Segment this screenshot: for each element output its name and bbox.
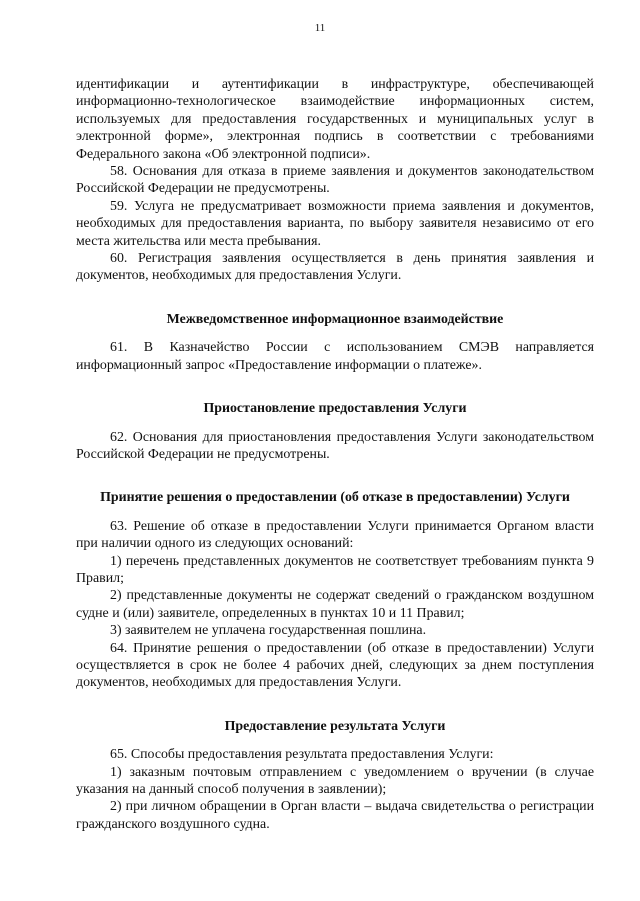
heading-suspension: Приостановление предоставления Услуги [203, 401, 467, 417]
paragraph-continuation: идентификации и аутентификации в инфраструктуре, обеспечивающей информационно-технологическое взаимодействие информационных систем, используемых для предоставления государственных и муниципальных услуг в электронной форме», электронная подпись в соответствии с требованиями Федерального закона «Об электронной подписи». [76, 77, 594, 162]
paragraph-65-item-1: 1) заказным почтовым отправлением с уведомлением о вручении (в случае указания на данный способ получения в заявлении); [76, 764, 594, 797]
paragraph-64: 64. Принятие решения о предоставлении (об отказе в предоставлении) Услуги осуществляется в срок не более 4 рабочих дней, следующих за днем поступления документов, необходимых для предоставления Услуги. [76, 640, 594, 691]
paragraph-63: 63. Решение об отказе в предоставлении Услуги принимается Органом власти при наличии одного из следующих оснований: [76, 518, 594, 552]
paragraph-63-item-1: 1) перечень представленных документов не соответствует требованиям пункта 9 Правил; [76, 553, 594, 586]
paragraph-61: 61. В Казначейство России с использованием СМЭВ направляется информационный запрос «Предоставление информации о платеже». [76, 340, 594, 373]
paragraph-58: 58. Основания для отказа в приеме заявления и документов законодательством Российской Федерации не предусмотрены. [76, 164, 594, 197]
document-body [76, 76, 594, 833]
paragraph-63-item-3: 3) заявителем не уплачена государственная пошлина. [110, 623, 427, 639]
paragraph-60: 60. Регистрация заявления осуществляется в день принятия заявления и документов, необходимых для предоставления Услуги. [76, 251, 594, 284]
paragraph-63-item-2: 2) представленные документы не содержат сведений о гражданском воздушном судне и (или) заявителе, определенных в пунктах 10 и 11 Правил; [76, 588, 594, 621]
paragraph-59: 59. Услуга не предусматривает возможности приема заявления и документов, необходимых для предоставления варианта, по выбору заявителя независимо от его места жительства или места пребывания. [76, 198, 594, 249]
paragraph-65-item-2: 2) при личном обращении в Орган власти – выдача свидетельства о регистрации гражданского воздушного судна. [76, 799, 594, 832]
heading-result: Предоставление результата Услуги [224, 718, 446, 734]
heading-decision: Принятие решения о предоставлении (об отказе в предоставлении) Услуги [100, 490, 570, 506]
paragraph-62: 62. Основания для приостановления предоставления Услуги законодательством Российской Федерации не предусмотрены. [76, 429, 594, 462]
paragraph-65: 65. Способы предоставления результата предоставления Услуги: [110, 747, 494, 763]
heading-interagency: Межведомственное информационное взаимодействие [166, 311, 504, 327]
page-number: 11 [314, 22, 326, 34]
